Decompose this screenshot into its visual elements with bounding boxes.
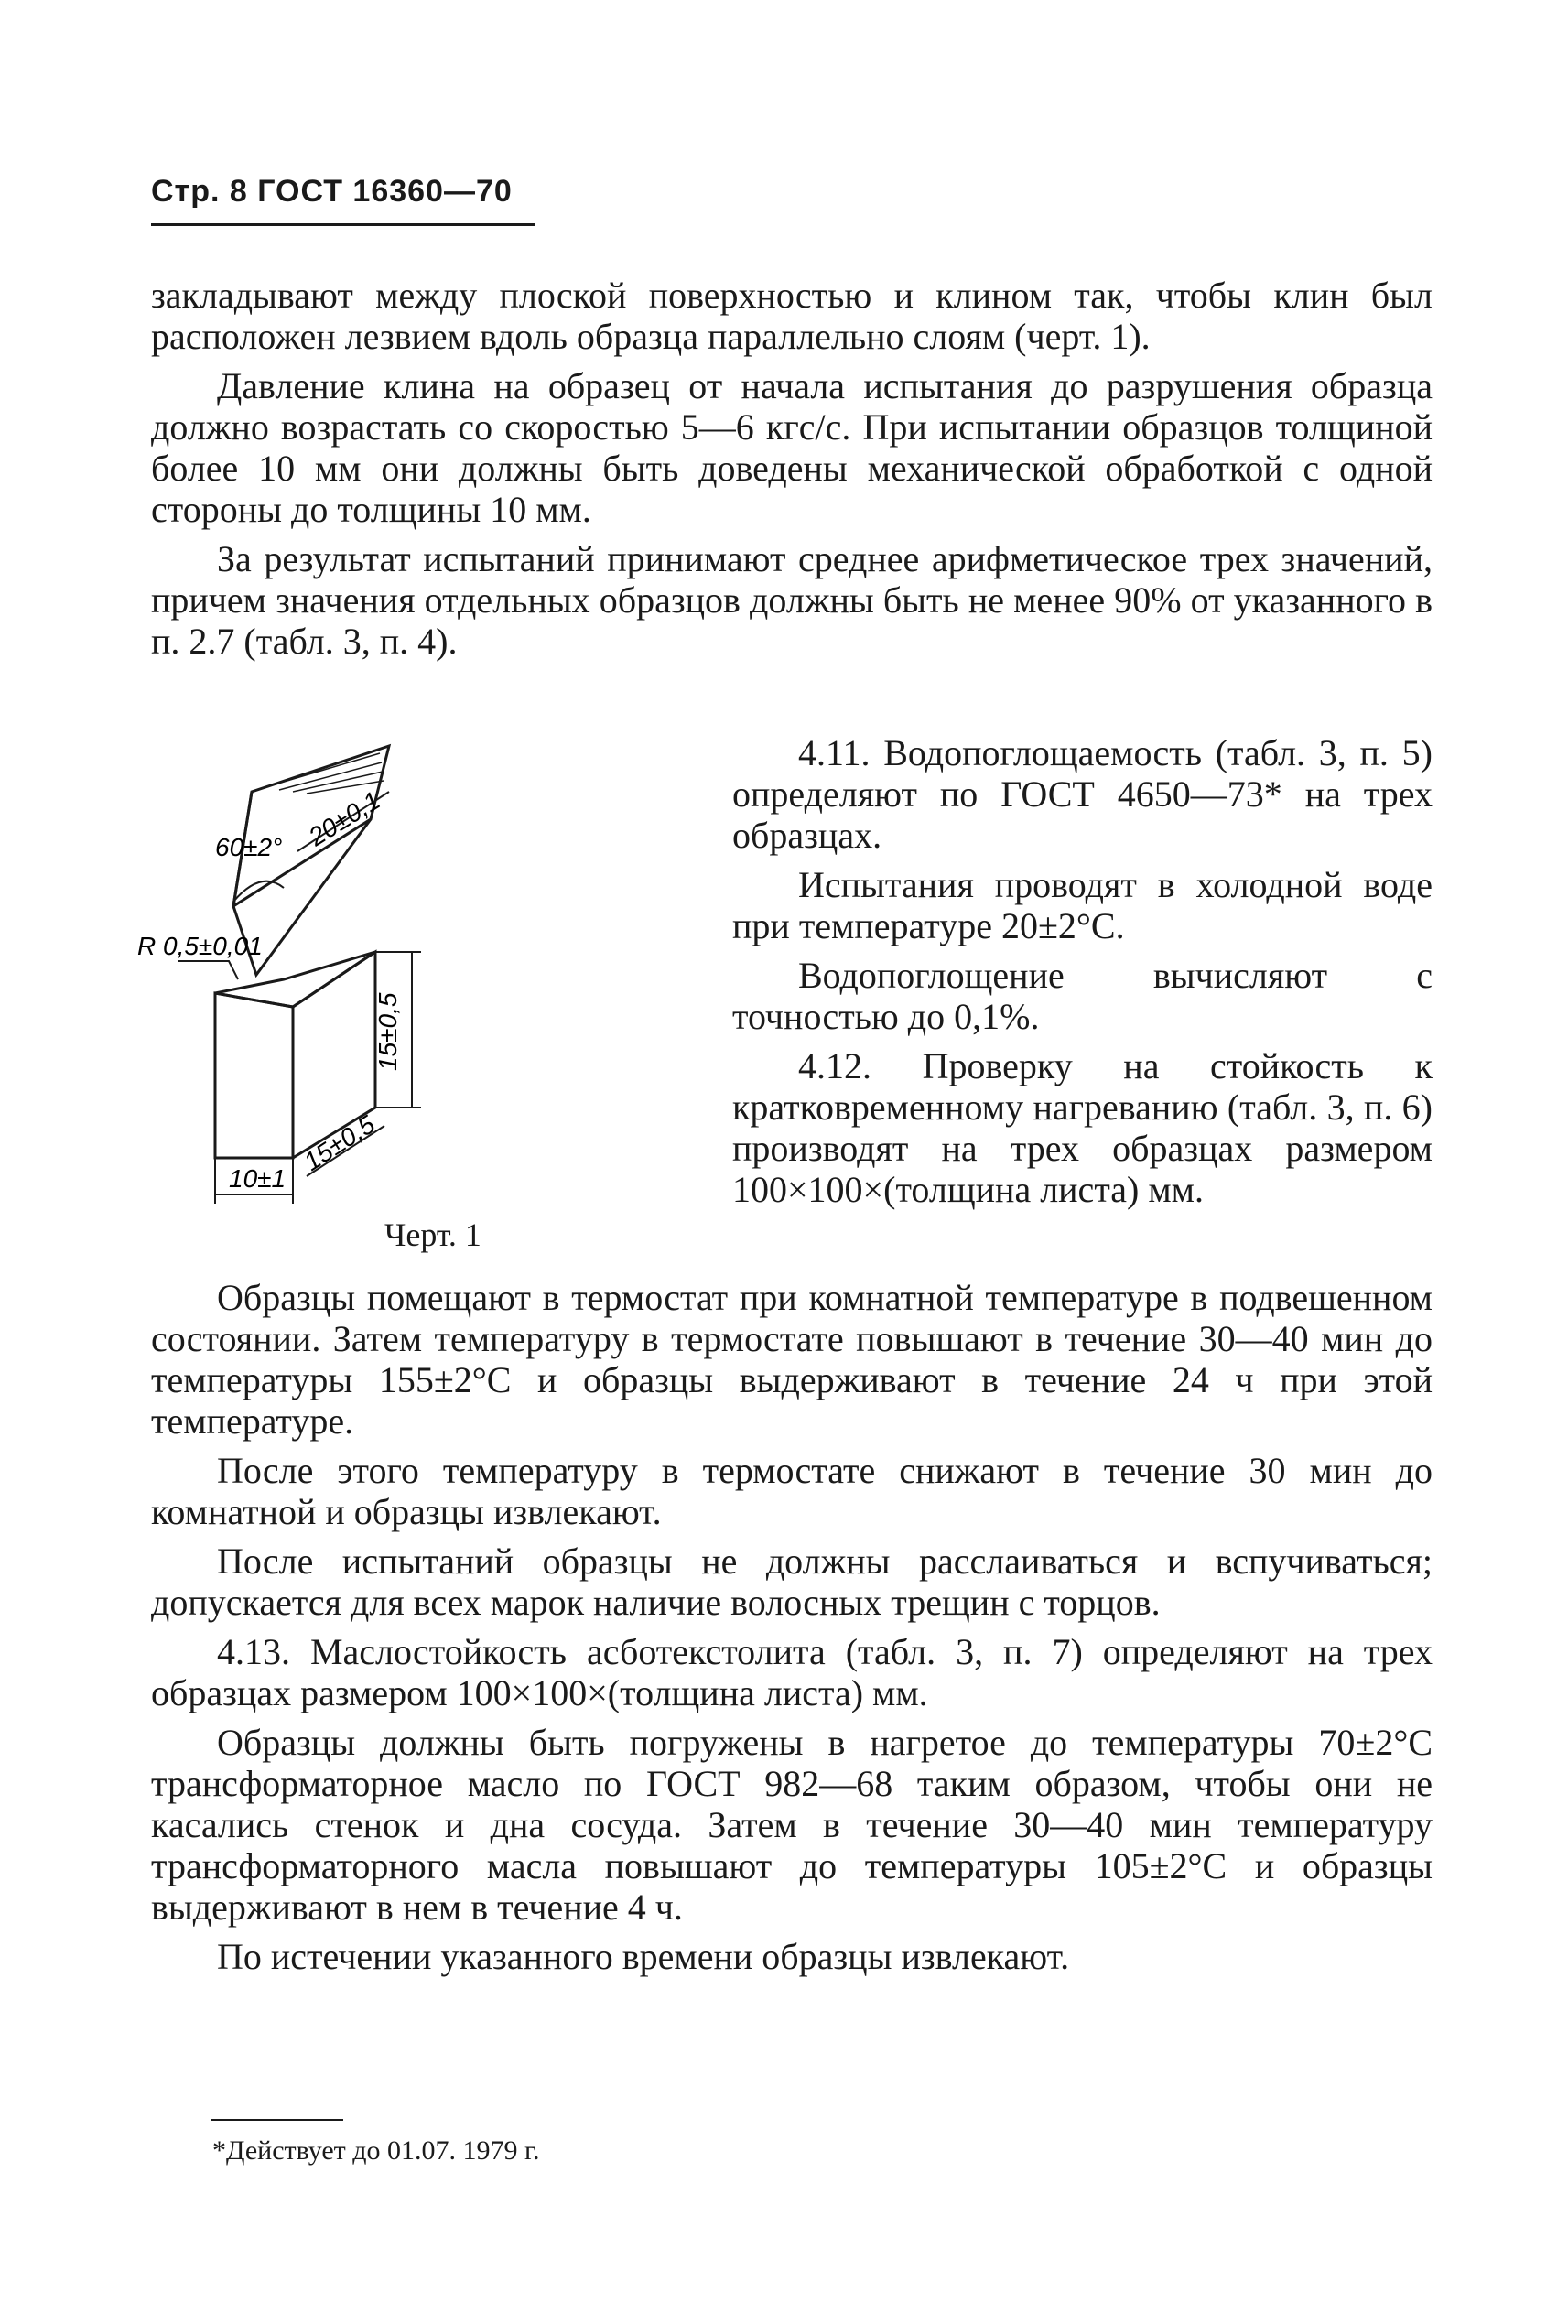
- right-text-column: [732, 732, 1433, 1218]
- dim-radius: R 0,5±0,01: [137, 932, 263, 960]
- dim-height: 15±0,5: [373, 992, 402, 1071]
- paragraph: По истечении указанного времени образцы извлекают.: [217, 1936, 1070, 1977]
- paragraph: Образцы должны быть погружены в нагретое до температуры 70±2°С трансформаторное масло по ГОСТ 982—68 таким образом, чтобы они не касались стенок и дна сосуда. Затем в течение 30—40 мин температуру трансформаторного масла повышают до температуры 105±2°С и образцы выдерживают в нем в течение 4 ч.: [151, 1722, 1433, 1928]
- dim-width-bottom: 10±1: [229, 1164, 287, 1193]
- paragraph: Давление клина на образец от начала испытания до разрушения образца должно возрастать со скоростью 5—6 кгс/с. При испытании образцов толщиной более 10 мм они должны быть доведены механической обработкой с одной стороны до толщины 10 мм.: [151, 365, 1433, 530]
- paragraph: Образцы помещают в термостат при комнатной температуре в подвешенном состоянии. Затем температуру в термостате повышают в течение 30—40 мин до температуры 155±2°С и образцы выдерживают в течение 24 ч при этой температуре.: [151, 1277, 1433, 1442]
- paragraph: 4.11. Водопоглощаемость (табл. 3, п. 5) определяют по ГОСТ 4650—73* на трех образцах.: [732, 732, 1433, 856]
- figure-caption: Черт. 1: [384, 1216, 481, 1253]
- dim-width-top: 20±0,1: [303, 785, 385, 852]
- dim-depth: 15±0,5: [298, 1109, 380, 1177]
- paragraph: Водопоглощение вычисляют с точностью до 0,1%.: [732, 955, 1433, 1037]
- page-header: Стр. 8 ГОСТ 16360—70: [151, 174, 513, 209]
- paragraph: 4.13. Маслостойкость асботекстолита (табл. 3, п. 7) определяют на трех образцах размером 100×100×(толщина листа) мм.: [151, 1631, 1433, 1713]
- top-text-block: [151, 275, 1433, 670]
- wedge-test-diagram: [137, 746, 691, 1259]
- bottom-text-block: [151, 1277, 1433, 1985]
- paragraph: Испытания проводят в холодной воде при температуре 20±2°С.: [732, 864, 1433, 946]
- paragraph: За результат испытаний принимают среднее арифметическое трех значений, причем значения отдельных образцов должны быть не менее 90% от указанного в п. 2.7 (табл. 3, п. 4).: [151, 538, 1433, 662]
- paragraph: закладывают между плоской поверхностью и клином так, чтобы клин был расположен лезвием вдоль образца параллельно слоям (черт. 1).: [151, 275, 1433, 357]
- paragraph: 4.12. Проверку на стойкость к кратковременному нагреванию (табл. 3, п. 6) производят на трех образцах размером 100×100×(толщина листа) мм.: [732, 1045, 1433, 1210]
- footnote: *Действует до 01.07. 1979 г.: [212, 2135, 540, 2166]
- paragraph: После испытаний образцы не должны расслаиваться и вспучиваться; допускается для всех марок наличие волосных трещин с торцов.: [151, 1540, 1433, 1623]
- footnote-rule: [211, 2119, 343, 2121]
- dim-angle: 60±2°: [215, 833, 283, 861]
- paragraph: После этого температуру в термостате снижают в течение 30 мин до комнатной и образцы извлекают.: [151, 1450, 1433, 1532]
- header-rule: [151, 223, 535, 226]
